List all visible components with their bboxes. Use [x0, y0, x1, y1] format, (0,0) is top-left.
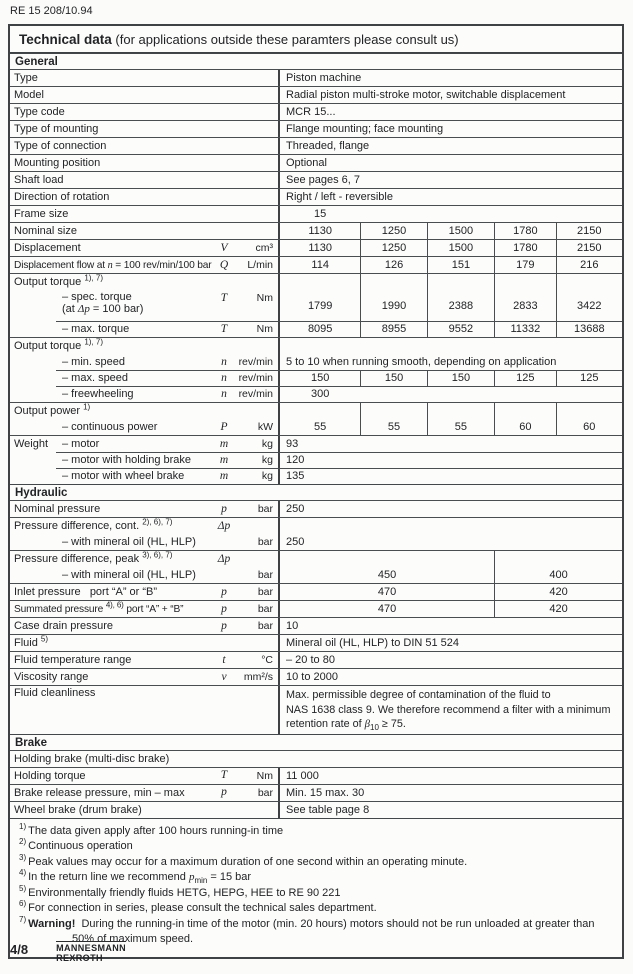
footnote-marker: 3), 6), 7): [142, 550, 173, 560]
row-label: Mounting position: [14, 157, 101, 169]
empty-cell: [427, 274, 494, 290]
footnote-marker: 5): [40, 634, 49, 644]
row-value: Threaded, flange: [286, 140, 370, 152]
row-label: Direction of rotation: [14, 191, 110, 203]
value-cell: 2150: [556, 223, 622, 239]
section-header-hydraulic: Hydraulic: [10, 484, 622, 500]
row-viscosity-range: [10, 668, 622, 685]
row-label: [14, 550, 173, 565]
unit: rev/min: [238, 388, 273, 400]
row-pressure-diff-cont-group: [10, 517, 622, 534]
row-nominal-pressure: [10, 500, 622, 517]
symbol: m: [219, 453, 229, 466]
mannesmann-rexroth-logo: [56, 941, 126, 963]
row-holding-torque: [10, 767, 622, 784]
row-value: 10 to 2000: [286, 671, 338, 683]
row-weight-holding-brake: [10, 452, 622, 468]
value-text: retention rate of: [286, 718, 365, 730]
symbol: t: [222, 653, 226, 666]
row-holding-brake-type: [10, 750, 622, 767]
row-brake-release-pressure: [10, 784, 622, 801]
row-output-torque-group2: [10, 337, 622, 354]
row-label-line2: [62, 303, 143, 315]
empty-cell: [494, 403, 556, 419]
row-label: [14, 634, 49, 649]
inline-symbol: Δp: [77, 303, 90, 315]
row-displacement: [10, 239, 622, 256]
row-label: Inlet pressure port “A” or “B”: [14, 586, 158, 598]
row-label: Shaft load: [14, 174, 64, 186]
unit: mm²/s: [243, 671, 273, 683]
footnote-marker: 1), 7): [84, 337, 103, 347]
value-cell: 1130: [308, 242, 332, 254]
footnote-marker: 2): [19, 837, 27, 847]
value-cell: 2833: [494, 290, 556, 321]
row-weight-motor: [10, 435, 622, 452]
unit: Nm: [256, 769, 273, 782]
row-type-code: [10, 103, 622, 120]
value-line: Max. permissible degree of contamination of the fluid to: [286, 689, 551, 701]
value-cell: 60: [494, 419, 556, 435]
row-label: Type code: [14, 106, 65, 118]
row-value: Right / left - reversible: [286, 191, 393, 203]
footnote-marker: 4): [19, 868, 27, 878]
symbol: T: [220, 322, 228, 335]
row-shaft-load: [10, 171, 622, 188]
row-label: [14, 402, 91, 417]
symbol: v: [221, 670, 227, 683]
row-label: [14, 260, 212, 271]
footnote-text: Peak values may occur for a maximum duration of one second within an operating minute.: [28, 855, 468, 868]
unit: L/min: [247, 259, 273, 271]
row-label-text: Displacement flow at: [14, 259, 108, 271]
symbol: n: [221, 355, 227, 368]
row-value: 300: [311, 388, 330, 400]
symbol: Δp: [217, 519, 231, 532]
unit: kg: [261, 470, 273, 482]
value-cell: 2150: [556, 240, 622, 256]
footnote-5: [19, 883, 613, 902]
row-wheel-brake: [10, 801, 622, 818]
row-label: – max. torque: [62, 323, 130, 335]
row-value: 250: [286, 503, 305, 515]
row-label: – max. speed: [62, 372, 129, 384]
value-cell: 2388: [427, 290, 494, 321]
row-label-text: = 100 bar): [89, 303, 144, 315]
value-cell: 216: [556, 257, 622, 273]
symbol: p: [221, 619, 227, 632]
value-cell: 1780: [494, 223, 556, 239]
doc-ref: RE 15 208/10.94: [10, 5, 93, 17]
unit: cm³: [255, 242, 273, 254]
table-title-bold: Technical data: [19, 32, 112, 47]
row-label: Viscosity range: [14, 671, 89, 683]
table-title-rest: (for applications outside these paramters please consult us): [111, 32, 459, 47]
technical-data-table: [8, 24, 624, 959]
symbol: p: [221, 602, 227, 615]
row-label: Holding torque: [14, 769, 86, 782]
row-label: Type of connection: [14, 140, 107, 152]
symbol: Q: [219, 258, 229, 271]
row-mounting-position: [10, 154, 622, 171]
empty-cell: [280, 518, 622, 534]
value-cell: 13688: [556, 321, 622, 337]
row-value: 120: [286, 454, 305, 466]
unit: °C: [261, 654, 273, 666]
row-label-line1: – spec. torque: [62, 291, 132, 303]
value-cell: 114: [311, 259, 329, 271]
row-label: Displacement: [14, 242, 81, 254]
row-label: Case drain pressure: [14, 620, 114, 632]
row-label-text: Pressure difference, cont.: [14, 520, 143, 532]
row-value: 93: [286, 438, 299, 450]
symbol: n: [221, 371, 227, 384]
value-cell: 1130: [308, 225, 332, 237]
row-min-speed: [10, 354, 622, 370]
beta-subscript: 10: [370, 723, 379, 733]
row-fluid-temperature: [10, 651, 622, 668]
row-value: 11 000: [286, 769, 319, 782]
row-label-text: Output torque: [14, 340, 85, 352]
unit: Nm: [256, 292, 273, 304]
row-pressure-diff-peak-oil: [10, 567, 622, 583]
empty-cell: [360, 403, 426, 419]
symbol: T: [220, 769, 228, 781]
row-summated-pressure: [10, 600, 622, 617]
value-cell: 400: [494, 567, 622, 583]
footnote-3: [19, 852, 613, 871]
row-label: [14, 517, 173, 532]
footnote-marker: 6): [19, 899, 27, 909]
value-cell: 1250: [360, 240, 426, 256]
value-cell: 1500: [427, 223, 494, 239]
empty-cell: [494, 551, 622, 567]
unit: bar: [257, 586, 273, 598]
group-label: Weight: [14, 438, 49, 450]
value-cell: 125: [494, 370, 556, 386]
row-type-of-connection: [10, 137, 622, 154]
row-label: Type of mounting: [14, 123, 99, 135]
beta-symbol: β: [364, 718, 371, 730]
footnote-text: In the return line we recommend: [28, 871, 189, 883]
value-cell: 55: [360, 419, 426, 435]
row-weight-wheel-brake: [10, 468, 622, 484]
value-cell: 420: [494, 584, 622, 600]
row-label: – with mineral oil (HL, HLP): [62, 536, 196, 548]
row-value: Flange mounting; face mounting: [286, 123, 444, 135]
footnote-marker: 4), 6): [105, 600, 124, 610]
row-pressure-diff-cont-oil: [10, 534, 622, 550]
row-label-text: Output torque: [14, 276, 85, 288]
unit: bar: [257, 503, 273, 515]
footnote-text: For connection in series, please consult the technical sales department.: [28, 902, 377, 914]
row-fluid-cleanliness: [10, 685, 622, 734]
empty-cell: [280, 403, 360, 419]
row-value: 15: [314, 208, 327, 220]
row-label-text: (at: [62, 303, 78, 315]
unit: bar: [257, 603, 273, 615]
row-frame-size: [10, 205, 622, 222]
value-cell: 11332: [494, 321, 556, 337]
value-cell: 150: [360, 370, 426, 386]
row-type-of-mounting: [10, 120, 622, 137]
empty-cell: [360, 274, 426, 290]
row-label: Nominal size: [14, 225, 77, 237]
empty-cell: [280, 551, 494, 567]
symbol: T: [220, 291, 228, 304]
row-label: Model: [14, 89, 44, 101]
section-header-general: General: [10, 53, 622, 69]
row-displacement-flow: [10, 256, 622, 273]
value-cell: 60: [556, 419, 622, 435]
row-nominal-size: [10, 222, 622, 239]
symbol: n: [221, 387, 227, 400]
footnote-2: [19, 839, 613, 855]
empty-cell: [494, 274, 556, 290]
value-cell: 1500: [427, 240, 494, 256]
footnote-warning: Warning!: [28, 917, 76, 930]
value-cell: 450: [377, 569, 397, 581]
footnote-text: Environmentally friendly fluids HETG, HEPG, HEE to RE 90 221: [28, 886, 341, 899]
value-cell: 125: [556, 370, 622, 386]
logo-line2: REXROTH: [56, 952, 103, 963]
value-cell: 126: [360, 257, 426, 273]
value-cell: 3422: [556, 290, 622, 321]
value-text: ≥ 75.: [378, 718, 406, 730]
row-spec-torque: [10, 290, 622, 321]
value-line: NAS 1638 class 9. We therefore recommend a filter with a minimum: [286, 703, 611, 716]
value-cell: 150: [311, 372, 330, 384]
row-label-text: Summated pressure: [14, 603, 106, 615]
row-label-text: Pressure difference, peak: [14, 553, 143, 565]
row-label-text: Fluid: [14, 637, 41, 649]
symbol: V: [220, 241, 228, 254]
unit: rev/min: [238, 356, 273, 368]
row-max-torque: [10, 321, 622, 337]
footnote-marker: 1), 7): [84, 273, 103, 283]
value-cell: 470: [377, 586, 397, 598]
row-label: – with mineral oil (HL, HLP): [62, 569, 196, 581]
value-cell: 420: [494, 601, 622, 617]
footnote-marker: 3): [19, 852, 27, 862]
row-label: Type: [14, 72, 38, 84]
footnote-marker: 5): [19, 883, 27, 893]
row-label-text: port “A” + “B”: [123, 603, 184, 615]
row-value: See pages 6, 7: [286, 174, 361, 186]
footnote-text: During the running-in time of the motor (min. 20 hours) motors should not be run unloaded at greater than: [75, 917, 595, 930]
row-label: [14, 600, 184, 615]
row-value: 250: [286, 536, 305, 548]
empty-cell: [280, 274, 360, 290]
unit: kg: [261, 438, 273, 450]
row-value: See table page 8: [286, 803, 370, 816]
row-value: 10: [286, 620, 299, 632]
row-label: [14, 273, 103, 288]
row-label: Fluid cleanliness: [14, 687, 96, 699]
row-value: Mineral oil (HL, HLP) to DIN 51 524: [286, 637, 460, 649]
footnote-4: [19, 870, 613, 886]
row-label: Fluid temperature range: [14, 654, 132, 666]
row-label: [14, 291, 143, 315]
row-value: Piston machine: [286, 72, 362, 84]
row-value: [280, 686, 622, 734]
section-header-brake: Brake: [10, 734, 622, 750]
row-output-power-group: [10, 402, 622, 419]
value-cell: 55: [314, 421, 327, 433]
row-label-text: = 100 rev/min/100 bar: [112, 259, 212, 271]
footnote-marker: 1): [19, 821, 27, 831]
footnote-text: The data given apply after 100 hours running-in time: [28, 824, 284, 837]
value-cell: 151: [427, 257, 494, 273]
footnote-marker: 2), 6), 7): [142, 517, 173, 527]
row-case-drain-pressure: [10, 617, 622, 634]
unit: kg: [261, 454, 273, 466]
unit: Nm: [256, 323, 273, 335]
empty-cell: [280, 338, 622, 354]
value-cell: 1780: [494, 240, 556, 256]
row-model: [10, 86, 622, 103]
empty-cell: [427, 403, 494, 419]
value-cell: 9552: [427, 321, 494, 337]
row-value: – 20 to 80: [286, 654, 335, 666]
row-value: Min. 15 max. 30: [286, 786, 365, 799]
value-cell: 1990: [360, 290, 426, 321]
row-label: – continuous power: [62, 421, 158, 433]
footnote-6: [19, 901, 613, 917]
row-label: – min. speed: [62, 356, 125, 368]
row-label-text: Output power: [14, 405, 84, 417]
page-number: 4/8: [10, 942, 29, 957]
footnote-text-line2: 50% of maximum speed.: [72, 933, 194, 945]
logo-line1: MANNESMANN: [56, 943, 127, 953]
row-value: Optional: [286, 157, 327, 169]
row-pressure-diff-peak-group: [10, 550, 622, 567]
row-max-speed: [10, 370, 622, 386]
footnote-text: Continuous operation: [28, 840, 133, 852]
row-label: Nominal pressure: [14, 503, 101, 515]
symbol: m: [219, 437, 229, 450]
value-cell: 1250: [360, 223, 426, 239]
row-direction-of-rotation: [10, 188, 622, 205]
row-type: [10, 69, 622, 86]
value-cell: 470: [377, 603, 397, 615]
row-value: MCR 15...: [286, 106, 336, 118]
row-label: Brake release pressure, min – max: [14, 786, 185, 799]
p-symbol: p: [188, 871, 195, 883]
symbol: P: [220, 420, 228, 433]
row-value: 5 to 10 when running smooth, depending on application: [286, 356, 557, 368]
symbol: p: [221, 585, 227, 598]
row-output-torque-group1: [10, 273, 622, 290]
table-title: [10, 26, 622, 53]
unit: bar: [257, 786, 273, 799]
symbol: p: [221, 502, 227, 515]
empty-cell: [556, 274, 622, 290]
symbol: p: [221, 786, 227, 798]
symbol: m: [219, 469, 229, 482]
row-label: – freewheeling: [62, 388, 134, 400]
row-label: – motor: [62, 438, 100, 450]
unit: bar: [257, 536, 273, 548]
row-inlet-pressure: [10, 583, 622, 600]
unit: bar: [257, 569, 273, 581]
footnote-text: = 15 bar: [207, 871, 252, 883]
value-cell: 150: [427, 370, 494, 386]
unit: kW: [257, 421, 273, 433]
row-freewheeling: [10, 386, 622, 402]
footnote-marker: 1): [83, 402, 91, 412]
value-cell: 1799: [307, 299, 333, 312]
footnote-marker: 7): [19, 914, 27, 924]
row-label: Wheel brake (drum brake): [14, 803, 142, 816]
footnote-1: [19, 821, 613, 840]
row-label: Holding brake (multi-disc brake): [14, 752, 170, 765]
unit: rev/min: [238, 372, 273, 384]
symbol: Δp: [217, 552, 231, 565]
p-subscript: min: [194, 876, 208, 886]
value-line: [286, 717, 406, 732]
page-footer: [10, 939, 126, 963]
empty-cell: [556, 403, 622, 419]
unit: bar: [257, 620, 273, 632]
value-cell: 179: [494, 257, 556, 273]
value-cell: 8955: [360, 321, 426, 337]
row-value: Radial piston multi-stroke motor, switchable displacement: [286, 89, 566, 101]
value-cell: 8095: [307, 323, 333, 335]
row-label: [14, 337, 103, 352]
row-fluid: [10, 634, 622, 651]
row-label: Frame size: [14, 208, 69, 220]
inline-symbol: n: [107, 259, 113, 271]
row-label: – motor with wheel brake: [62, 470, 185, 482]
row-continuous-power: [10, 419, 622, 435]
row-value: 135: [286, 470, 305, 482]
footnotes: [10, 818, 622, 957]
row-label: – motor with holding brake: [62, 454, 192, 466]
value-cell: 55: [427, 419, 494, 435]
